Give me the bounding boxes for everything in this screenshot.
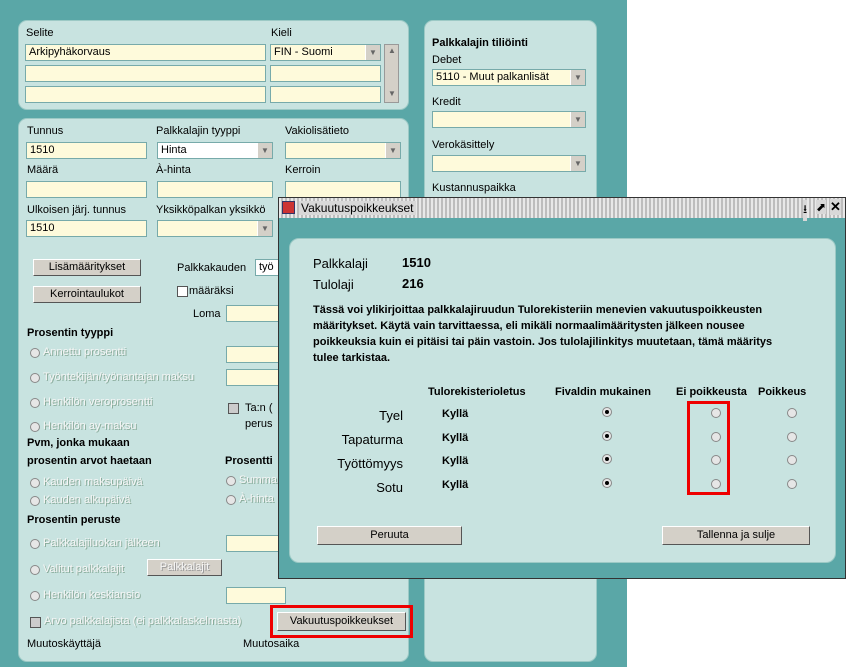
tyyppi-value: Hinta: [161, 144, 187, 156]
vakiolisatieto-select[interactable]: [285, 142, 401, 159]
arvo-palkkalajista-checkbox[interactable]: [30, 617, 41, 628]
muutosaika-label: Muutosaika: [243, 638, 300, 650]
close-icon[interactable]: ✕: [830, 199, 841, 214]
tallenna-ja-sulje-button[interactable]: Tallenna ja sulje: [662, 526, 810, 545]
valitut-palkkalajit-radio[interactable]: [30, 565, 40, 575]
kerroin-label: Kerroin: [285, 164, 321, 176]
tan-checkbox[interactable]: [228, 403, 239, 414]
fivaldi-radio-sotu[interactable]: [602, 478, 612, 488]
chevron-down-icon[interactable]: ▼: [570, 70, 585, 85]
tyontekija-maksu-radio[interactable]: [30, 373, 40, 383]
dialog-content-panel: [289, 238, 836, 563]
dialog-description: Tässä voi ylikirjoittaa palkkalajiruudun Tulorekisteriin menevien vakuutuspoikkeusten määritykset. Käytä vain tarvittaessa, eli mikäli normaalimääritysten jälkeen nousee poikkeuksia kuin ei pitäisi tai päin vastoin. Jos tulolajilinkitys muutetaan, tämä määritys tulee tarkistaa.: [313, 304, 773, 364]
vakiolisatieto-label: Vakiolisätieto: [285, 125, 349, 137]
yksikkopalkan-select[interactable]: [157, 220, 273, 237]
chevron-down-icon[interactable]: ▼: [570, 112, 585, 127]
fivaldi-radio-tapaturma[interactable]: [602, 431, 612, 441]
selite-input-3[interactable]: [25, 86, 266, 103]
vakuutuspoikkeukset-button[interactable]: Vakuutuspoikkeukset: [277, 612, 406, 631]
minimize-icon[interactable]: ⭳: [803, 200, 807, 221]
loma-input[interactable]: [226, 305, 286, 322]
vakuutuspoikkeukset-dialog: [278, 197, 846, 579]
maaraksi-label: määräksi: [189, 285, 234, 297]
ahinta-label: À-hinta: [156, 164, 191, 176]
summa-label: Summa: [239, 474, 277, 486]
henkilon-veroprosentti-label: Henkilön veroprosentti: [43, 396, 153, 408]
prosentin-peruste-label: Prosentin peruste: [27, 514, 121, 526]
poikkeus-radio-tyel[interactable]: [787, 408, 797, 418]
selite-input-2[interactable]: [25, 65, 266, 82]
col-fivaldin: Fivaldin mukainen: [555, 386, 651, 398]
ahinta-radio-label: À-hinta: [239, 493, 274, 505]
tunnus-label: Tunnus: [27, 125, 64, 137]
kerroin-input[interactable]: [285, 181, 401, 198]
annettu-prosentti-radio[interactable]: [30, 348, 40, 358]
peruste-input[interactable]: [226, 535, 286, 552]
dialog-title: Vakuutuspoikkeukset: [301, 201, 414, 215]
vakuutuspoikkeukset-highlight: [270, 605, 413, 638]
kauden-maksupaiva-label: Kauden maksupäivä: [43, 476, 143, 488]
chevron-down-icon[interactable]: ▼: [257, 221, 272, 236]
palkkalajiluokan-jalkeen-radio[interactable]: [30, 539, 40, 549]
row-name-tyottomyys: Työttömyys: [337, 456, 403, 471]
ei-poikkeusta-highlight: [687, 401, 730, 495]
maaraksi-checkbox[interactable]: [177, 286, 188, 297]
row-default-tyel: Kyllä: [442, 408, 469, 420]
summa-radio[interactable]: [226, 476, 236, 486]
kieli-value: FIN - Suomi: [274, 46, 333, 58]
pvm-label-1: Pvm, jonka mukaan: [27, 437, 130, 449]
henkilon-keskiansio-label: Henkilön keskiansio: [43, 589, 141, 601]
kredit-select[interactable]: [432, 111, 586, 128]
yksikkopalkan-label: Yksikköpalkan yksikkö: [156, 204, 266, 216]
row-name-tapaturma: Tapaturma: [341, 432, 403, 447]
ahinta-radio[interactable]: [226, 495, 236, 505]
kustannuspaikka-label: Kustannuspaikka: [432, 182, 516, 194]
row-default-tyottomyys: Kyllä: [442, 455, 469, 467]
lisamaaritykset-button[interactable]: Lisämääritykset: [33, 259, 141, 276]
henkilon-veroprosentti-radio[interactable]: [30, 398, 40, 408]
palkkalajiluokan-jalkeen-label: Palkkalajiluokan jälkeen: [43, 537, 160, 549]
palkkalaji-value: 1510: [402, 255, 431, 270]
debet-select[interactable]: [432, 69, 586, 86]
debet-value: 5110 - Muut palkanlisät: [436, 71, 549, 83]
dialog-titlebar[interactable]: [279, 198, 845, 218]
chevron-down-icon[interactable]: ▼: [257, 143, 272, 158]
tyyppi-label: Palkkalajin tyyppi: [156, 125, 241, 137]
poikkeus-radio-tapaturma[interactable]: [787, 432, 797, 442]
selite-label: Selite: [26, 27, 54, 39]
tan-label: Ta:n (: [245, 402, 273, 414]
kauden-alkupaiva-radio[interactable]: [30, 496, 40, 506]
debet-label: Debet: [432, 54, 462, 66]
prosentin-tyyppi-label: Prosentin tyyppi: [27, 327, 114, 339]
maara-label: Määrä: [27, 164, 59, 176]
vertical-scrollbar[interactable]: [384, 44, 399, 103]
annettu-prosentti-label: Annettu prosentti: [43, 346, 127, 358]
tulolaji-value: 216: [402, 276, 424, 291]
scroll-down-icon[interactable]: ▼: [388, 89, 396, 98]
arvo-palkkalajista-label: Arvo palkkalajista (ei palkkalaskelmasta): [44, 615, 242, 627]
maara-input[interactable]: [26, 181, 147, 198]
perus-label: perus: [245, 418, 273, 430]
col-tulorekisterioletus: Tulorekisterioletus: [428, 386, 526, 398]
row-name-sotu: Sotu: [376, 480, 403, 495]
palkkakauden-select[interactable]: työ: [255, 259, 285, 276]
kieli-select-2[interactable]: [270, 65, 381, 82]
tyyppi-select[interactable]: [157, 142, 273, 159]
kieli-select-1[interactable]: [270, 44, 381, 61]
maximize-icon[interactable]: ⬈: [816, 200, 827, 214]
tyontekija-maksu-label: Työntekijän/työnantajan maksu: [43, 371, 195, 383]
fivaldi-radio-tyel[interactable]: [602, 407, 612, 417]
kredit-label: Kredit: [432, 96, 461, 108]
verokasittely-select[interactable]: [432, 155, 586, 172]
selite-input-1[interactable]: Arkipyhäkorvaus: [25, 44, 266, 61]
chevron-down-icon[interactable]: ▼: [365, 45, 380, 60]
palkkalajit-button[interactable]: Palkkalajit: [147, 559, 222, 576]
row-name-tyel: Tyel: [379, 408, 403, 423]
col-ei-poikkeusta: Ei poikkeusta: [676, 386, 747, 398]
tulolaji-label: Tulolaji: [313, 277, 354, 292]
tunnus-input[interactable]: 1510: [26, 142, 147, 159]
row-default-tapaturma: Kyllä: [442, 432, 469, 444]
prosentti-input-2[interactable]: [226, 369, 286, 386]
col-poikkeus: Poikkeus: [758, 386, 807, 398]
verokasittely-label: Verokäsittely: [432, 139, 495, 151]
ahinta-input[interactable]: [157, 181, 273, 198]
scroll-up-icon[interactable]: ▲: [388, 46, 396, 55]
loma-label: Loma: [193, 308, 221, 320]
henkilon-ay-maksu-radio[interactable]: [30, 422, 40, 432]
muutoskayttaja-label: Muutoskäyttäjä: [27, 638, 101, 650]
prosentti-input-1[interactable]: [226, 346, 286, 363]
kauden-maksupaiva-radio[interactable]: [30, 478, 40, 488]
henkilon-ay-maksu-label: Henkilön ay-maksu: [43, 420, 137, 432]
ulkoisen-label: Ulkoisen järj. tunnus: [27, 204, 127, 216]
ulkoisen-input[interactable]: 1510: [26, 220, 147, 237]
chevron-down-icon[interactable]: ▼: [570, 156, 585, 171]
palkkalaji-label: Palkkalaji: [313, 256, 368, 271]
row-default-sotu: Kyllä: [442, 479, 469, 491]
keskiansio-input[interactable]: [226, 587, 286, 604]
kieli-select-3[interactable]: [270, 86, 381, 103]
pvm-label-2: prosentin arvot haetaan: [27, 455, 152, 467]
kerrointaulukot-button[interactable]: Kerrointaulukot: [33, 286, 141, 303]
kauden-alkupaiva-label: Kauden alkupäivä: [43, 494, 131, 506]
poikkeus-radio-tyottomyys[interactable]: [787, 455, 797, 465]
kieli-label: Kieli: [271, 27, 292, 39]
tilointi-title: Palkkalajin tiliöinti: [432, 37, 528, 49]
chevron-down-icon[interactable]: ▼: [385, 143, 400, 158]
henkilon-keskiansio-radio[interactable]: [30, 591, 40, 601]
valitut-palkkalajit-label: Valitut palkkalajit: [43, 563, 125, 575]
poikkeus-radio-sotu[interactable]: [787, 479, 797, 489]
prosentti-label: Prosentti: [225, 455, 273, 467]
palkkakauden-label: Palkkakauden: [177, 262, 247, 274]
peruuta-button[interactable]: Peruuta: [317, 526, 462, 545]
fivaldi-radio-tyottomyys[interactable]: [602, 454, 612, 464]
app-icon: [282, 201, 295, 214]
